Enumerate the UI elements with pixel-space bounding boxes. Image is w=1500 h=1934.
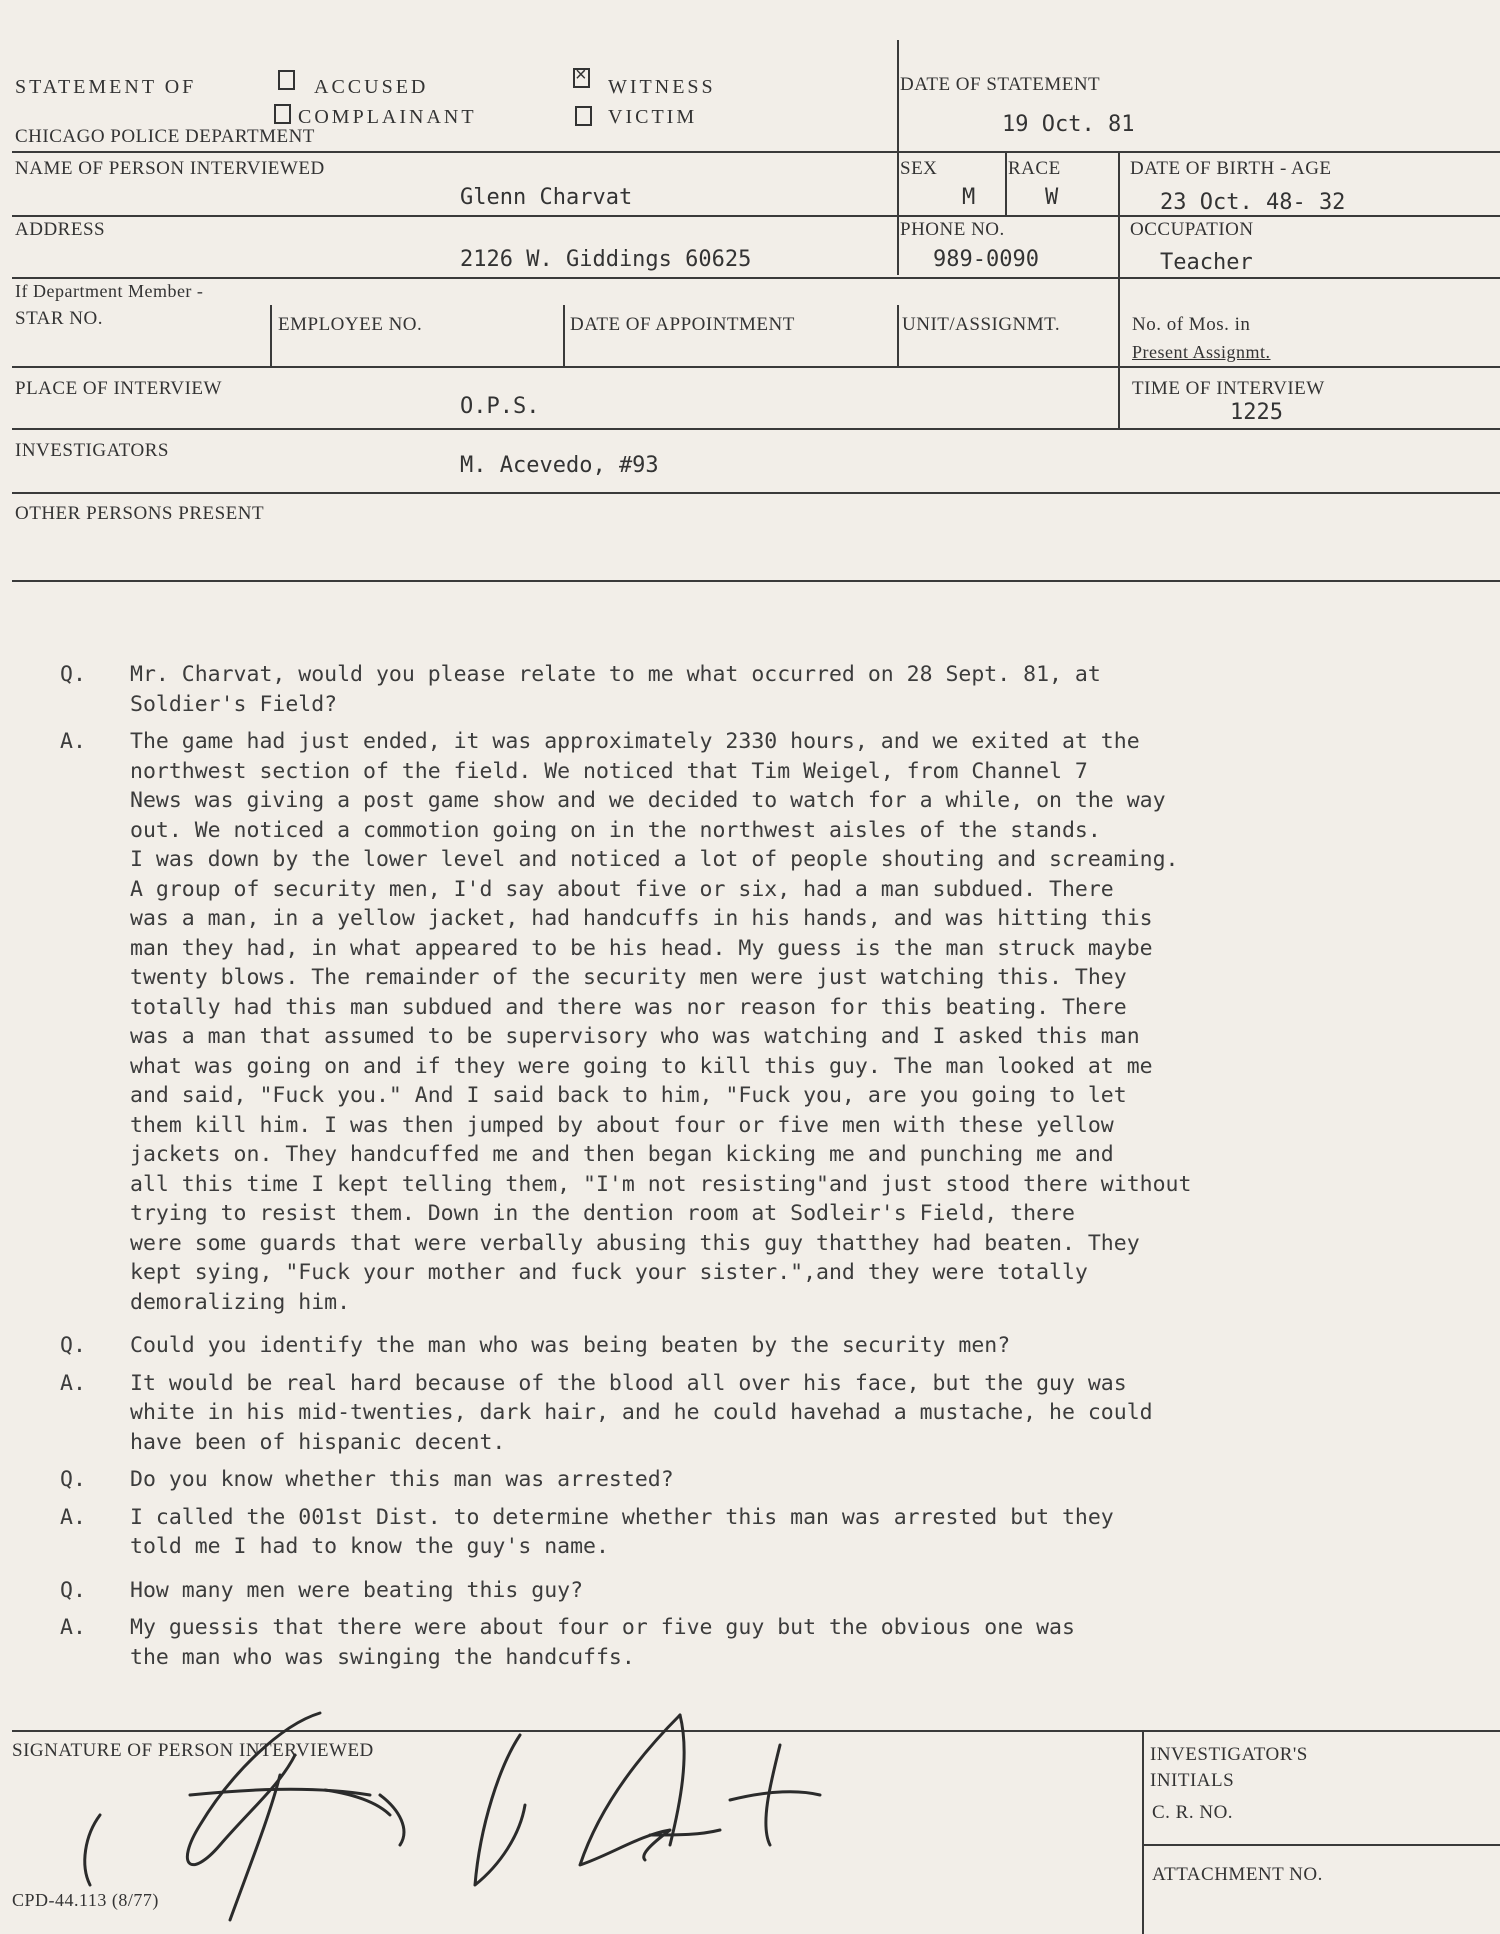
- phone-label: PHONE NO.: [900, 219, 1005, 240]
- grid-line: [12, 492, 1500, 494]
- place-of-interview-label: PLACE OF INTERVIEW: [15, 378, 222, 399]
- grid-line: [12, 277, 1500, 279]
- qa-text: It would be real hard because of the blood all over his face, but the guy was white in his mid-twenties, dark hair, and he could havehad a mustache, he could have been of hispanic decent.: [130, 1370, 1153, 1455]
- qa-text: How many men were beating this guy?: [130, 1577, 584, 1603]
- accused-checkbox[interactable]: [278, 70, 295, 90]
- dob-label: DATE OF BIRTH - AGE: [1130, 158, 1332, 179]
- statement-of-label: STATEMENT OF: [15, 76, 197, 98]
- qa-marker: A.: [60, 1370, 86, 1396]
- occupation-value: Teacher: [1160, 250, 1253, 275]
- name-label: NAME OF PERSON INTERVIEWED: [15, 158, 325, 179]
- investigator-initials-label-2: INITIALS: [1150, 1770, 1235, 1791]
- accused-label: ACCUSED: [314, 76, 429, 98]
- question-item: [60, 1465, 1480, 1495]
- qa-marker: Q.: [60, 1333, 86, 1358]
- other-persons-label: OTHER PERSONS PRESENT: [15, 503, 265, 524]
- grid-line: [12, 580, 1500, 582]
- qa-text: I called the 001st Dist. to determine whether this man was arrested but they told me I had to know the guy's name.: [130, 1504, 1114, 1559]
- qa-text: My guessis that there were about four or five guy but the obvious one was the man who was swinging the handcuffs.: [130, 1615, 1075, 1670]
- department-name: CHICAGO POLICE DEPARTMENT: [15, 126, 315, 147]
- address-value: 2126 W. Giddings 60625: [460, 247, 752, 272]
- complainant-label: COMPLAINANT: [298, 106, 477, 128]
- grid-line: [897, 40, 899, 275]
- witness-checkbox[interactable]: [573, 68, 590, 88]
- complainant-checkbox[interactable]: [274, 104, 291, 124]
- months-in-assignment-label: No. of Mos. in: [1132, 314, 1251, 335]
- victim-label: VICTIM: [608, 106, 698, 128]
- star-number-label: STAR NO.: [15, 308, 103, 329]
- employee-number-label: EMPLOYEE NO.: [278, 314, 423, 335]
- qa-marker: Q.: [60, 662, 86, 687]
- place-of-interview-value: O.P.S.: [460, 394, 540, 419]
- grid-line: [563, 305, 565, 366]
- time-of-interview-label: TIME OF INTERVIEW: [1132, 378, 1325, 399]
- grid-line: [12, 151, 1500, 153]
- grid-line: [1142, 1730, 1144, 1934]
- grid-line: [1005, 151, 1007, 215]
- investigators-label: INVESTIGATORS: [15, 440, 169, 461]
- grid-line: [12, 428, 1500, 430]
- question-item: [60, 1331, 1480, 1361]
- occupation-label: OCCUPATION: [1130, 219, 1254, 240]
- question-item: [60, 660, 1480, 719]
- answer-item: [60, 1613, 1480, 1672]
- phone-value: 989-0090: [933, 247, 1039, 272]
- witness-label: WITNESS: [608, 76, 716, 98]
- date-of-statement-value: 19 Oct. 81: [1002, 112, 1135, 137]
- time-of-interview-value: 1225: [1230, 400, 1283, 425]
- race-label: RACE: [1008, 158, 1061, 179]
- investigator-initials-label: INVESTIGATOR'S: [1150, 1744, 1308, 1765]
- sex-label: SEX: [900, 158, 938, 179]
- qa-text: The game had just ended, it was approximately 2330 hours, and we exited at the northwest section of the field. We noticed that Tim Weigel, from Channel 7 News was giving a post game show and we decided to watch for a while, on the way out. We noticed a commotion going on in the northwest aisles of the stands. I was down by the lower level and noticed a lot of people shouting and screaming. A group of security men, I'd say about five or six, had a man subdued. There was a man, in a yellow jacket, had handcuffs in his hands, and was hitting this man they had, in what appeared to be his head. My guess is the man struck maybe twenty blows. The remainder of the security men were just watching this. They totally had this man subdued and there was nor reason for this beating. There was a man that assumed to be supervisory who was watching and I asked this man what was going on and if they were going to kill this guy. The man looked at me and said, "Fuck you." And I said back to him, "Fuck you, are you going to let them kill him. I was then jumped by about four or five men with these yellow jackets on. They handcuffed me and then began kicking me and punching me and all this time I kept telling them, "I'm not resisting"and just stood there without trying to resist them. Down in the dention room at Sodleir's Field, there were some guards that were verbally abusing this guy thatthey had beaten. They kept sying, "Fuck your mother and fuck your sister.",and they were totally demoralizing him.: [130, 729, 1192, 1315]
- unit-assignment-label: UNIT/ASSIGNMT.: [902, 314, 1061, 335]
- question-item: [60, 1576, 1480, 1606]
- qa-marker: A.: [60, 1504, 86, 1530]
- grid-line: [1142, 1844, 1500, 1846]
- qa-text: Could you identify the man who was being beaten by the security men?: [130, 1333, 1011, 1358]
- race-value: W: [1045, 185, 1059, 210]
- signature-image: [80, 1695, 840, 1925]
- grid-line: [12, 366, 1500, 368]
- answer-item: [60, 1503, 1480, 1562]
- date-of-appointment-label: DATE OF APPOINTMENT: [570, 314, 795, 335]
- qa-text: Mr. Charvat, would you please relate to me what occurred on 28 Sept. 81, at Soldier's Field?: [130, 662, 1101, 717]
- grid-line: [1118, 151, 1120, 366]
- signature-label: SIGNATURE OF PERSON INTERVIEWED: [12, 1740, 374, 1761]
- victim-checkbox[interactable]: [575, 106, 592, 126]
- attachment-number-label: ATTACHMENT NO.: [1152, 1864, 1323, 1885]
- name-value: Glenn Charvat: [460, 185, 633, 210]
- qa-marker: Q.: [60, 1467, 86, 1492]
- qa-marker: Q.: [60, 1577, 86, 1603]
- grid-line: [270, 305, 272, 366]
- present-assignment-label: Present Assignmt.: [1132, 342, 1271, 362]
- qa-marker: A.: [60, 1615, 86, 1640]
- grid-line: [897, 305, 899, 366]
- dob-value: 23 Oct. 48- 32: [1160, 190, 1346, 215]
- grid-line: [12, 215, 1500, 217]
- investigators-value: M. Acevedo, #93: [460, 453, 659, 478]
- qa-text: Do you know whether this man was arrested?: [130, 1467, 674, 1492]
- date-of-statement-label: DATE OF STATEMENT: [900, 74, 1101, 95]
- address-label: ADDRESS: [15, 219, 106, 240]
- department-member-label: If Department Member -: [15, 281, 204, 301]
- statement-transcript: [60, 660, 1480, 1680]
- qa-marker: A.: [60, 729, 86, 754]
- answer-item: [60, 727, 1480, 1317]
- cr-number-label: C. R. NO.: [1152, 1802, 1234, 1823]
- answer-item: [60, 1369, 1480, 1458]
- grid-line: [1118, 366, 1120, 428]
- form-number: CPD-44.113 (8/77): [12, 1890, 159, 1910]
- sex-value: M: [962, 185, 976, 210]
